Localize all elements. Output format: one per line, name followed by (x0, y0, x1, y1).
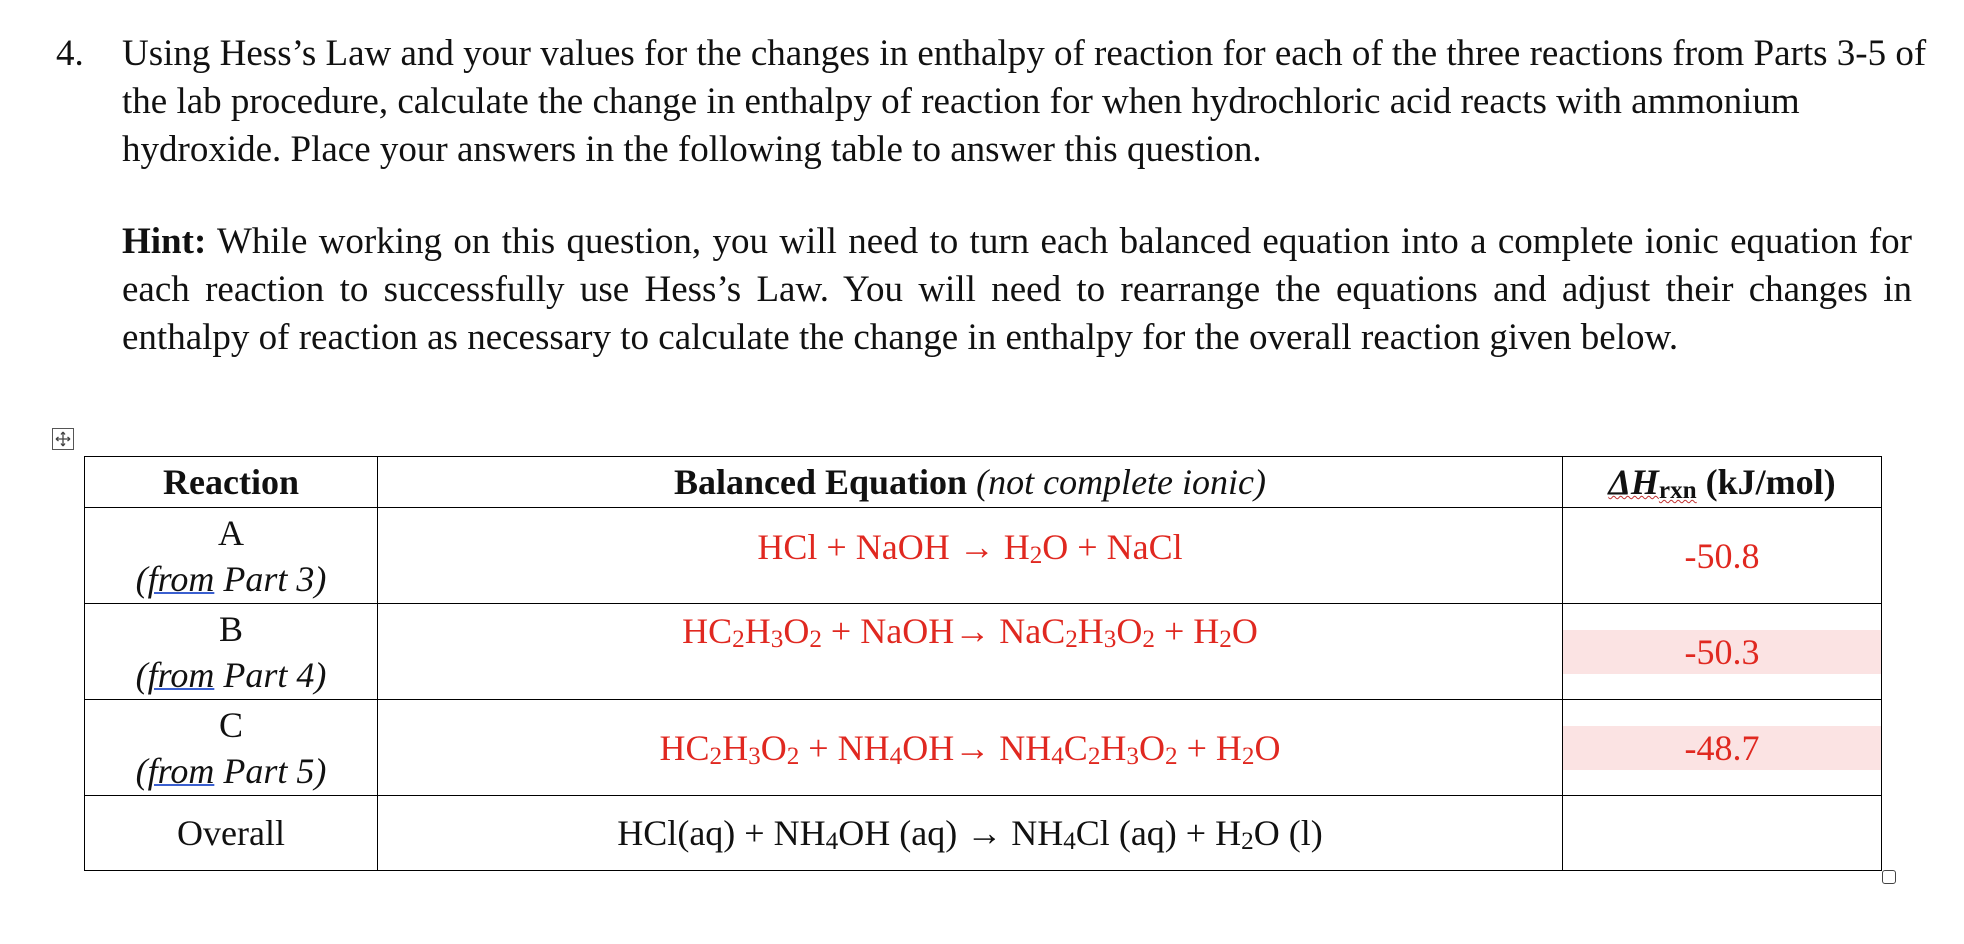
reaction-cell-a[interactable] (85, 508, 378, 604)
from-part: Part 3 (214, 558, 315, 599)
header-enthalpy (1563, 457, 1882, 508)
table-row (85, 796, 1882, 871)
from-word: from (147, 558, 215, 599)
equation-c: $HC_2H_3O_2 + NH_4OH\to NH_4C_2H_3O_2 + H_2O$ (659, 727, 1281, 770)
dh-cell-a[interactable] (1563, 508, 1882, 604)
hint-text: While working on this question, you will need to turn each balanced equation into a complete ionic equation for each reaction to successfully use Hess’s Law. You will need to rearrange the equations and adjust their changes in enthalpy of reaction as necessary to calculate the change in enthalpy for the overall reaction given below. (122, 221, 1912, 358)
reaction-source: (from Part 4) (135, 654, 327, 695)
header-equation-title: Balanced Equation (674, 462, 968, 502)
table-row (85, 508, 1882, 604)
equation-b: $HC_2H_3O_2$ + NaOH→ $NaC_2H_3O_2 + H_2O$ (682, 611, 1258, 653)
hint-paragraph (122, 218, 1912, 362)
dh-highlight (1563, 630, 1881, 674)
reaction-source: (from Part 3) (135, 558, 327, 599)
reaction-cell-c[interactable] (85, 700, 378, 796)
table-header-row (85, 457, 1882, 508)
dh-cell-b[interactable] (1563, 604, 1882, 700)
four-arrow-move-icon (55, 431, 71, 447)
from-word: from (147, 750, 215, 791)
dh-cell-overall[interactable] (1563, 796, 1882, 871)
reaction-cell-overall[interactable] (85, 796, 378, 871)
equation-cell-b[interactable] (378, 604, 1563, 700)
dh-value-b: -50.3 (1684, 631, 1760, 672)
header-balanced-equation (378, 457, 1563, 508)
header-equation-note: (not complete ionic) (976, 462, 1266, 502)
dh-value-c: -48.7 (1684, 727, 1760, 768)
header-dh-sub: rxn (1658, 477, 1697, 504)
header-reaction: Reaction (85, 457, 378, 508)
question-number: 4. (56, 33, 84, 74)
equation-overall: $HCl(aq) + NH_4OH$ $(aq) \to NH_4Cl$ $(aq) + H_2O$ (l) (617, 813, 1323, 855)
reaction-overall-label: Overall (177, 813, 285, 853)
reaction-source: (from Part 5) (135, 750, 327, 791)
dh-value-a: -50.8 (1684, 535, 1760, 576)
header-dh-unit: (kJ/mol) (1705, 462, 1836, 502)
dh-cell-c[interactable] (1563, 700, 1882, 796)
table-row (85, 700, 1882, 796)
reaction-cell-b[interactable] (85, 604, 378, 700)
reaction-letter: A (218, 512, 244, 553)
equation-a: HCl + NaOH → $H_2O$ + NaCl (757, 527, 1183, 569)
reaction-letter: C (218, 704, 243, 745)
hint-label: Hint: (122, 221, 207, 262)
hess-law-table (84, 456, 1882, 871)
question-text: Using Hess’s Law and your values for the changes in enthalpy of reaction for each of the three reactions from Parts 3-5 of the lab procedure, calculate the change in enthalpy of reaction for when hydrochloric acid reacts with ammonium hydroxide. Place your answers in the following table to answer this question. (122, 33, 1927, 170)
table-move-icon[interactable] (52, 428, 74, 450)
header-dh-symbol: ΔH (1608, 462, 1659, 502)
resize-square-icon[interactable] (1882, 870, 1896, 884)
equation-cell-a[interactable] (378, 508, 1563, 604)
table-row (85, 604, 1882, 700)
equation-cell-overall[interactable] (378, 796, 1563, 871)
dh-highlight (1563, 726, 1881, 770)
from-part: Part 5 (214, 750, 315, 791)
equation-cell-c[interactable] (378, 700, 1563, 796)
reaction-letter: B (218, 608, 243, 649)
from-part: Part 4 (214, 654, 315, 695)
from-word: from (147, 654, 215, 695)
